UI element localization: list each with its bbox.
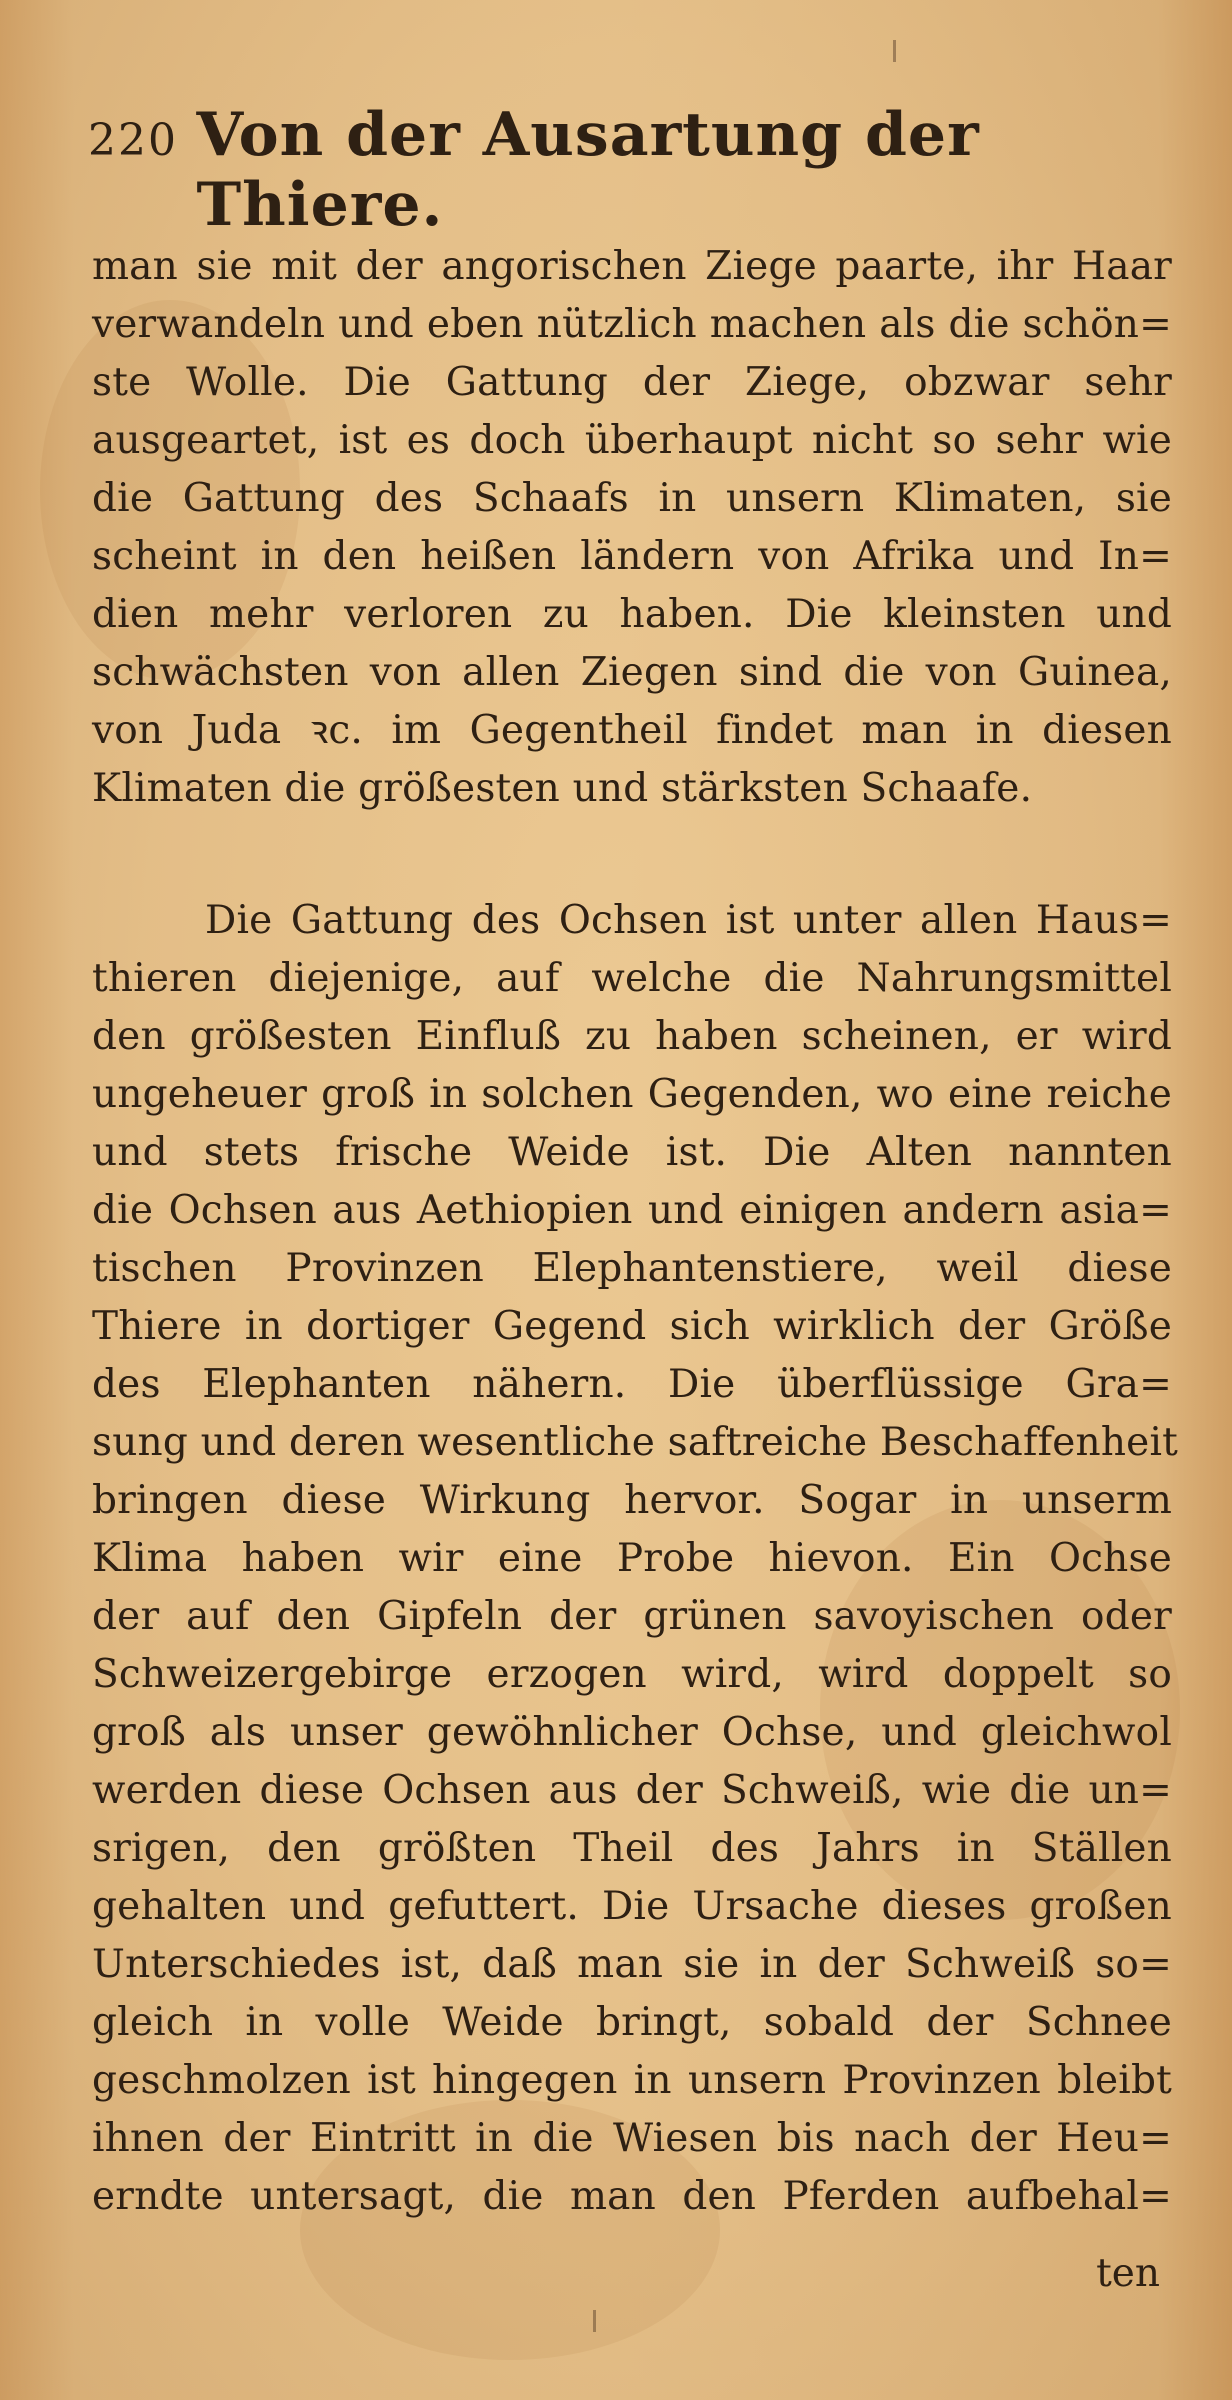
page-number: 220 (88, 115, 178, 166)
text-line: dien mehr verloren zu haben. Die kleinsten und (92, 592, 1172, 637)
text-line: sung und deren wesentliche saftreiche Beschaffenheit (92, 1420, 1179, 1465)
text-line: ihnen der Eintritt in die Wiesen bis nach der Heu= (92, 2116, 1172, 2161)
text-line: des Elephanten nähern. Die überflüssige Gra= (92, 1362, 1172, 1407)
text-line: gehalten und gefuttert. Die Ursache dieses großen (92, 1884, 1172, 1929)
text-line: ausgeartet, ist es doch überhaupt nicht so sehr wie (92, 418, 1172, 463)
text-line: tischen Provinzen Elephantenstiere, weil diese (92, 1246, 1172, 1291)
text-line: srigen, den größten Theil des Jahrs in Ställen (92, 1826, 1172, 1871)
text-line: die Ochsen aus Aethiopien und einigen andern asia= (92, 1188, 1172, 1233)
text-line: groß als unser gewöhnlicher Ochse, und gleichwol (92, 1710, 1172, 1755)
text-line: verwandeln und eben nützlich machen als die schön= (92, 302, 1172, 347)
text-line: von Juda ꝛc. im Gegentheil findet man in diesen (92, 708, 1172, 753)
text-line: Die Gattung des Ochsen ist unter allen Haus= (205, 898, 1172, 943)
margin-mark (593, 2310, 596, 2332)
text-line: werden diese Ochsen aus der Schweiß, wie die un= (92, 1768, 1172, 1813)
text-line: Unterschiedes ist, daß man sie in der Schweiß so= (92, 1942, 1172, 1987)
margin-mark (893, 40, 896, 62)
text-line: Klimaten die größesten und stärksten Schaafe. (92, 766, 1033, 811)
text-line: bringen diese Wirkung hervor. Sogar in unserm (92, 1478, 1172, 1523)
text-line: den größesten Einfluß zu haben scheinen, er wird (92, 1014, 1172, 1059)
text-line: man sie mit der angorischen Ziege paarte, ihr Haar (92, 244, 1172, 289)
text-line: ste Wolle. Die Gattung der Ziege, obzwar sehr (92, 360, 1172, 405)
catchword: ten (1096, 2251, 1160, 2296)
text-line: thieren diejenige, auf welche die Nahrungsmittel (92, 956, 1172, 1001)
text-line: schwächsten von allen Ziegen sind die von Guinea, (92, 650, 1172, 695)
running-title: Von der Ausartung der Thiere. (196, 100, 980, 240)
text-line: Schweizergebirge erzogen wird, wird doppelt so (92, 1652, 1172, 1697)
text-line: geschmolzen ist hingegen in unsern Provinzen bleibt (92, 2058, 1172, 2103)
text-line: und stets frische Weide ist. Die Alten nannten (92, 1130, 1172, 1175)
text-line: der auf den Gipfeln der grünen savoyischen oder (92, 1594, 1172, 1639)
page-header (88, 100, 1148, 240)
text-line: gleich in volle Weide bringt, sobald der Schnee (92, 2000, 1172, 2045)
text-line: scheint in den heißen ländern von Afrika und In= (92, 534, 1172, 579)
text-line: ungeheuer groß in solchen Gegenden, wo eine reiche (92, 1072, 1172, 1117)
text-line: Thiere in dortiger Gegend sich wirklich der Größe (92, 1304, 1172, 1349)
text-line: Klima haben wir eine Probe hievon. Ein Ochse (92, 1536, 1172, 1581)
text-line: erndte untersagt, die man den Pferden aufbehal= (92, 2174, 1172, 2219)
text-line: die Gattung des Schaafs in unsern Klimaten, sie (92, 476, 1172, 521)
